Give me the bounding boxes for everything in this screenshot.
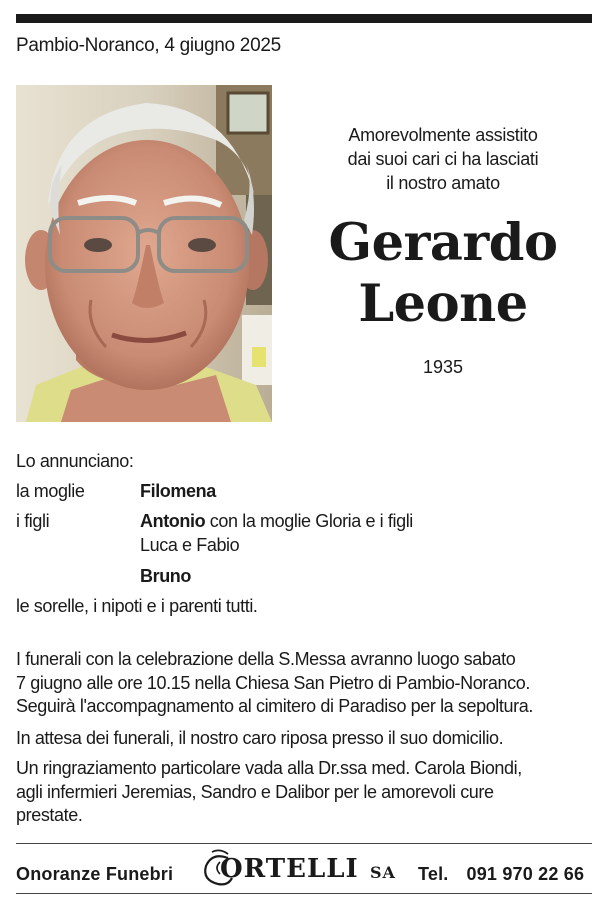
portrait-photo — [16, 85, 272, 422]
child-relatives: con la moglie Gloria e i figli — [209, 511, 413, 531]
phone-block — [418, 864, 584, 885]
top-rule — [16, 14, 592, 23]
paragraph-line: prestate. — [16, 805, 83, 825]
company-label: Onoranze Funebri — [16, 864, 174, 884]
deceased-last-name: Leone — [358, 274, 528, 334]
child-name: Bruno — [140, 566, 191, 586]
place-date: Pambio-Noranco, 4 giugno 2025 — [16, 35, 281, 56]
phone-number: 091 970 22 66 — [466, 864, 585, 884]
logo-name: ORTELLI — [220, 854, 359, 884]
funeral-paragraph — [16, 648, 592, 719]
thanks-paragraph — [16, 757, 592, 828]
paragraph-line: Seguirà l'accompagnamento al cimitero di Paradiso per la sepoltura. — [16, 696, 533, 716]
phone-label: Tel. — [418, 864, 449, 884]
logo-suffix: SA — [370, 863, 396, 882]
other-relatives: le sorelle, i nipoti e i parenti tutti. — [16, 596, 258, 616]
intro-text — [318, 123, 568, 195]
child-name: Antonio — [140, 511, 206, 531]
waiting-paragraph: In attesa dei funerali, il nostro caro riposa presso il suo domicilio. — [16, 728, 504, 748]
child-entry — [140, 509, 413, 533]
paragraph-line: agli infermieri Jeremias, Sandro e Dalibor per le amorevoli cure — [16, 781, 494, 802]
announcers-heading: Lo annunciano: — [16, 451, 134, 471]
company-logo — [198, 848, 408, 892]
paragraph-line: 7 giugno alle ore 10.15 nella Chiesa San Pietro di Pambio-Noranco. — [16, 672, 530, 693]
wife-label: la moglie — [16, 481, 85, 501]
intro-line: dai suoi cari ci ha lasciati — [347, 149, 539, 169]
paragraph-line: Un ringraziamento particolare vada alla Dr.ssa med. Carola Biondi, — [16, 758, 522, 778]
footer-rule-top — [16, 843, 592, 844]
paragraph-line: I funerali con la celebrazione della S.Messa avranno luogo sabato — [16, 649, 516, 669]
children-label: i figli — [16, 511, 50, 531]
footer-rule-bottom — [16, 893, 592, 894]
birth-year: 1935 — [422, 357, 464, 377]
intro-line: il nostro amato — [386, 173, 500, 193]
intro-line: Amorevolmente assistito — [348, 125, 538, 145]
deceased-first-name: Gerardo — [328, 213, 558, 273]
wife-name: Filomena — [140, 481, 216, 501]
child-relatives-cont: Luca e Fabio — [140, 535, 240, 555]
